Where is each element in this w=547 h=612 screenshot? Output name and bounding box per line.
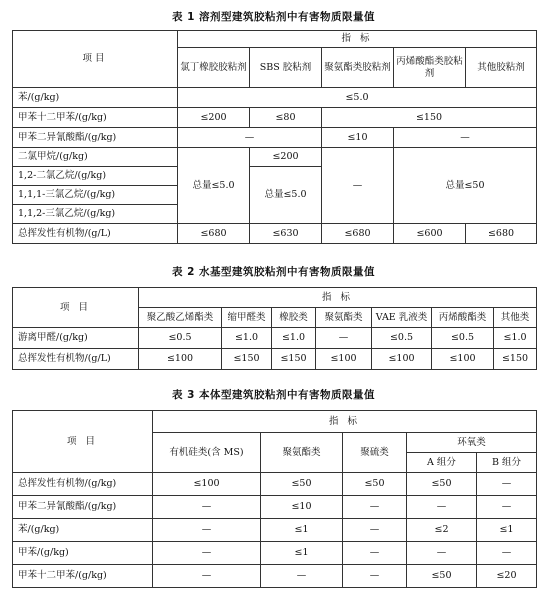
table2-col-header: 缩甲醛类 [222,308,272,328]
table2-cell: ≤150 [222,349,272,370]
table3-cell: ≤1 [477,519,537,542]
table2-row-label: 游离甲醛/(g/kg) [13,328,139,349]
table2-cell: ≤100 [316,349,372,370]
table3-cell: — [153,496,261,519]
table3-cell: ≤50 [343,473,407,496]
table1-row-label: 甲苯十二甲苯/(g/kg) [13,108,178,128]
table1-cell: 总量≤5.0 [250,167,322,224]
table3-row-label: 总挥发性有机物/(g/kg) [13,473,153,496]
table2-cell: ≤100 [372,349,432,370]
table1-cell: — [322,148,394,224]
table1-row-label: 1,1,2-三氯乙烷/(g/kg) [13,205,178,224]
table3-cell: — [407,496,477,519]
table3-col-header: 有机硅类(含 MS) [153,433,261,473]
table3-subcol-header: A 组分 [407,453,477,473]
table2-col-header: 其他类 [494,308,537,328]
table3-cell: ≤50 [261,473,343,496]
table1 [12,30,537,244]
table1-cell: 总量≤50 [394,148,537,224]
table3-cell: — [343,565,407,588]
table3-col-header: 聚氨酯类 [261,433,343,473]
table3-row-label: 甲苯/(g/kg) [13,542,153,565]
table1-col-header: 氯丁橡胶胶粘剂 [178,48,250,88]
table3-col-header: 聚硫类 [343,433,407,473]
table1-cell: ≤5.0 [178,88,537,108]
table3-col-header: 环氧类 [407,433,537,453]
table2-cell: ≤150 [494,349,537,370]
table1-row-label: 1,2-二氯乙烷/(g/kg) [13,167,178,186]
table3 [12,410,537,588]
table3-cell: ≤1 [261,519,343,542]
table3-cell: — [343,542,407,565]
table3-cell: — [343,496,407,519]
table1-cell: ≤680 [322,224,394,244]
table3-cell: — [153,565,261,588]
table2-caption: 表 2 水基型建筑胶粘剂中有害物质限量值 [171,266,376,278]
table3-row-label: 甲苯二异氰酸酯/(g/kg) [13,496,153,519]
table1-cell: ≤200 [178,108,250,128]
table2-cell: ≤100 [139,349,222,370]
table3-cell: ≤50 [407,565,477,588]
table3-cell: — [477,542,537,565]
table2-col-header: 橡胶类 [272,308,316,328]
table1-cell: ≤10 [322,128,394,148]
table3-cell: ≤20 [477,565,537,588]
table1-row-label: 二氯甲烷/(g/kg) [13,148,178,167]
table3-caption: 表 3 本体型建筑胶粘剂中有害物质限量值 [171,389,376,401]
table1-cell: ≤600 [394,224,466,244]
table3-row-label: 甲苯十二甲苯/(g/kg) [13,565,153,588]
table2-cell: ≤150 [272,349,316,370]
table3-cell: — [153,519,261,542]
table2-cell: ≤1.0 [272,328,316,349]
table2-cell: — [316,328,372,349]
table1-item-header: 项目 [13,31,178,88]
table3-cell: — [261,565,343,588]
table1-cell: ≤150 [322,108,537,128]
table1-cell: ≤680 [178,224,250,244]
table2-item-header: 项 目 [13,288,139,328]
table3-indicator-header: 指 标 [153,411,537,433]
table3-cell: ≤1 [261,542,343,565]
table1-row-label: 1,1,1-三氯乙烷/(g/kg) [13,186,178,205]
table1-row-label: 总挥发性有机物/(g/L) [13,224,178,244]
table1-cell: ≤80 [250,108,322,128]
table2-col-header: 聚乙酸乙烯酯类 [139,308,222,328]
table3-cell: — [477,473,537,496]
table3-cell: — [153,542,261,565]
table2-cell: ≤0.5 [139,328,222,349]
table2-row-label: 总挥发性有机物/(g/L) [13,349,139,370]
table1-col-header: 其他胶粘剂 [466,48,537,88]
table1-cell: 总量≤5.0 [178,148,250,224]
table1-col-header: SBS 胶粘剂 [250,48,322,88]
table2-cell: ≤100 [432,349,494,370]
table1-cell: ≤680 [466,224,537,244]
table3-item-header: 项 目 [13,411,153,473]
table3-cell: — [477,496,537,519]
table2-indicator-header: 指 标 [139,288,537,308]
table1-cell: — [178,128,322,148]
table2-col-header: 丙烯酸酯类 [432,308,494,328]
table3-cell: — [407,542,477,565]
table1-row-label: 甲苯二异氰酸酯/(g/kg) [13,128,178,148]
table1-cell: ≤200 [250,148,322,167]
table2-cell: ≤1.0 [494,328,537,349]
table1-cell: ≤630 [250,224,322,244]
table3-subcol-header: B 组分 [477,453,537,473]
table2-cell: ≤0.5 [432,328,494,349]
table3-cell: ≤100 [153,473,261,496]
table3-cell: ≤10 [261,496,343,519]
table3-cell: ≤50 [407,473,477,496]
table3-cell: ≤2 [407,519,477,542]
table2-col-header: 聚氨酯类 [316,308,372,328]
table2-cell: ≤0.5 [372,328,432,349]
table1-col-header: 聚氨酯类胶粘剂 [322,48,394,88]
table2-col-header: VAE 乳液类 [372,308,432,328]
table3-row-label: 苯/(g/kg) [13,519,153,542]
table1-caption: 表 1 溶剂型建筑胶粘剂中有害物质限量值 [171,11,376,23]
table2-cell: ≤1.0 [222,328,272,349]
table2 [12,287,537,370]
table3-cell: — [343,519,407,542]
table1-indicator-header: 指 标 [178,31,537,48]
table1-col-header: 丙烯酸酯类胶粘剂 [394,48,466,88]
table1-cell: — [394,128,537,148]
table1-row-label: 苯/(g/kg) [13,88,178,108]
